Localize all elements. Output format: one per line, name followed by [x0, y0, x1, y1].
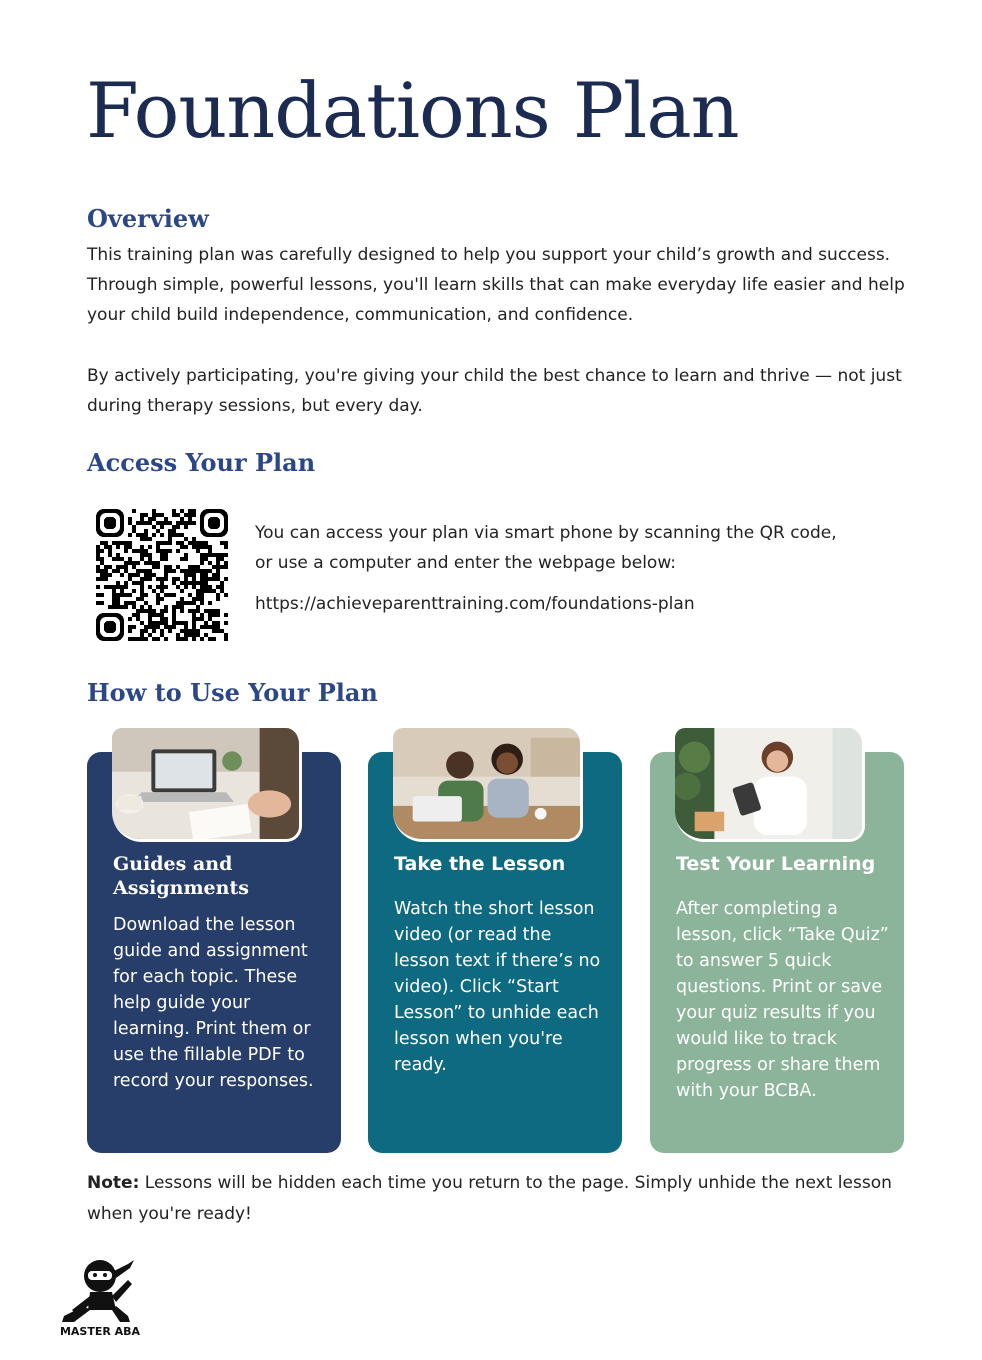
plan-url-link[interactable]: https://achieveparenttraining.com/foundations-plan	[255, 594, 695, 614]
overview-paragraph-2: By actively participating, you're giving your child the best chance to learn and thrive — not just during therapy sessions, but every day.	[87, 366, 902, 416]
card-title: Test Your Learning	[676, 853, 876, 875]
how-to-heading: How to Use Your Plan	[87, 678, 378, 707]
card-guides-assignments	[87, 752, 341, 1153]
note-paragraph	[87, 1168, 937, 1230]
logo-text: MASTER ABA	[59, 1325, 141, 1338]
card-take-lesson	[368, 752, 622, 1153]
access-heading: Access Your Plan	[87, 448, 316, 477]
card-body: Download the lesson guide and assignment for each topic. These help guide your learning. Print them or use the fillable PDF to record your responses.	[113, 915, 314, 1091]
card-test-learning	[650, 752, 904, 1153]
qr-code	[96, 508, 228, 642]
note-text: Lessons will be hidden each time you return to the page. Simply unhide the next lesson when you're ready!	[87, 1173, 892, 1224]
card-title: Take the Lesson	[394, 853, 566, 875]
overview-paragraph-1: This training plan was carefully designed to help you support your child’s growth and success. Through simple, powerful lessons, you'll learn skills that can make everyday life easier and help your child build independence, communication, and confidence.	[87, 245, 905, 325]
card-title: Guides and Assignments	[113, 853, 249, 899]
card-photo-woman-tablet	[675, 728, 865, 842]
card-body: Watch the short lesson video (or read the lesson text if there’s no video). Click “Start Lesson” to unhide each lesson when you're ready.	[394, 899, 601, 1075]
card-photo-couple-laptop	[393, 728, 583, 842]
card-photo-laptop-notes	[112, 728, 302, 842]
access-instructions: You can access your plan via smart phone by scanning the QR code, or use a computer and enter the webpage below:	[255, 523, 837, 573]
card-body: After completing a lesson, click “Take Quiz” to answer 5 quick questions. Print or save your quiz results if you would like to track progress or share them with your BCBA.	[676, 899, 889, 1101]
note-label: Note:	[87, 1173, 140, 1193]
overview-heading: Overview	[87, 204, 209, 233]
page-title: Foundations Plan	[86, 66, 739, 155]
